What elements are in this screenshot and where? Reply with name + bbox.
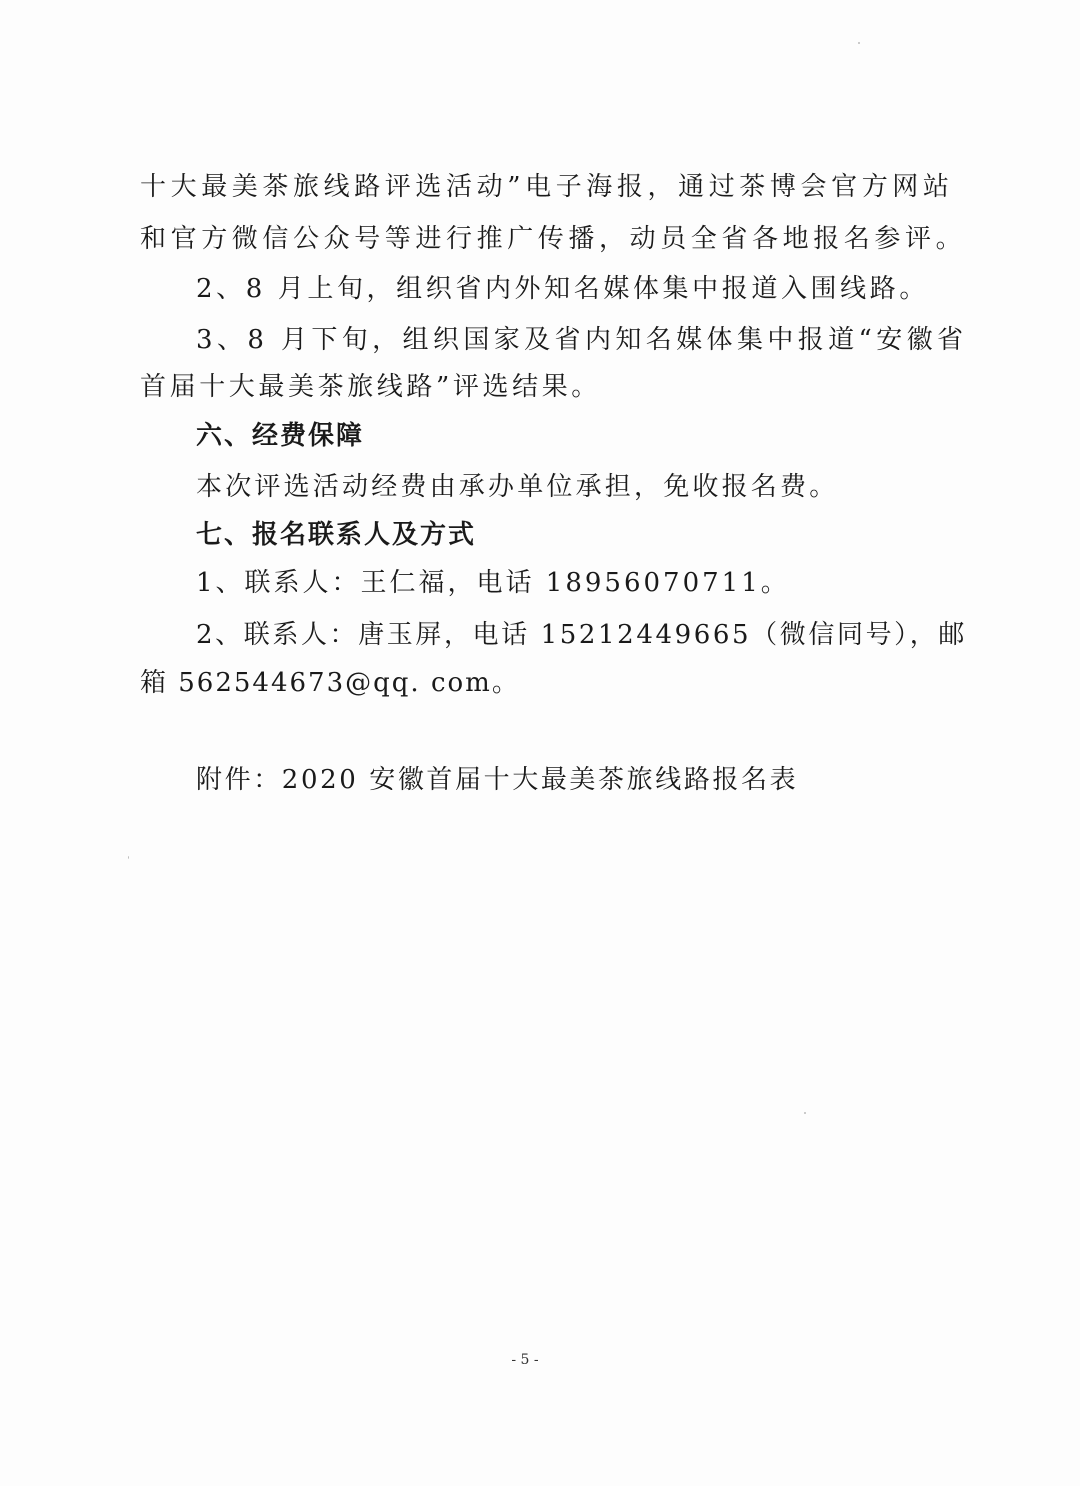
section-heading-funding: 六、经费保障 — [196, 421, 365, 451]
paragraph-line: 首届十大最美茶旅线路”评选结果。 — [140, 372, 601, 402]
attachment-note: 附件：2020 安徽首届十大最美茶旅线路报名表 — [196, 765, 799, 795]
contact-line: 箱 562544673@qq. com。 — [140, 668, 520, 698]
contact-line: 1、联系人：王仁福，电话 18956070711。 — [196, 568, 790, 598]
paragraph-line: 十大最美茶旅线路评选活动”电子海报，通过茶博会官方网站 — [140, 172, 954, 202]
page-number: - 5 - — [511, 1352, 539, 1368]
scan-speck — [804, 1112, 806, 1114]
paragraph-line: 和官方微信公众号等进行推广传播，动员全省各地报名参评。 — [140, 224, 967, 254]
section-heading-contacts: 七、报名联系人及方式 — [196, 520, 477, 550]
paragraph-line: 3、8 月下旬，组织国家及省内知名媒体集中报道“安徽省 — [196, 325, 968, 355]
scan-speck — [858, 42, 860, 44]
contact-line: 2、联系人：唐玉屏，电话 15212449665（微信同号），邮 — [196, 620, 967, 650]
scan-speck — [128, 856, 129, 859]
paragraph-line: 2、8 月上旬，组织省内外知名媒体集中报道入围线路。 — [196, 274, 929, 304]
paragraph-line: 本次评选活动经费由承办单位承担，免收报名费。 — [196, 472, 839, 502]
